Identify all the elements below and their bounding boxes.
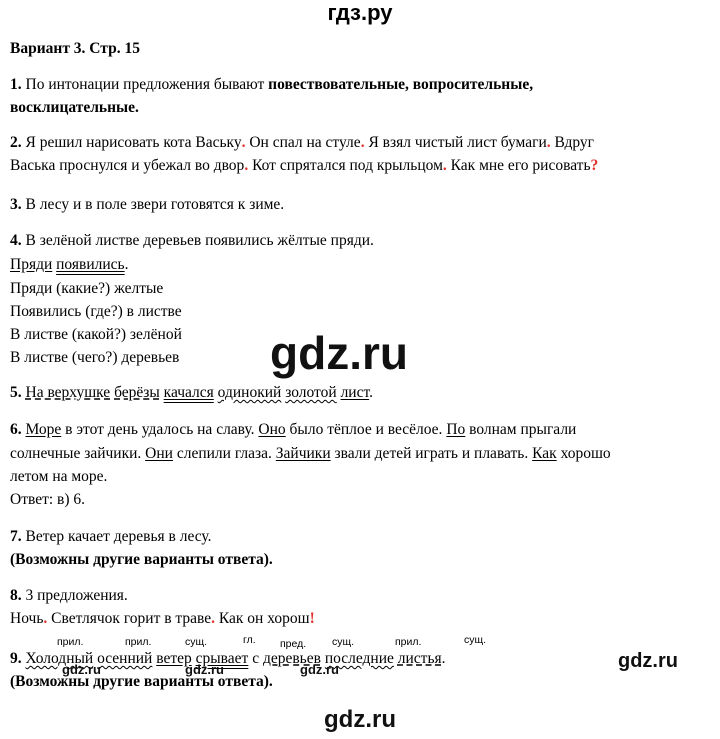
punct-mark: . xyxy=(546,134,551,151)
task-number: 3. xyxy=(10,196,22,213)
period: . xyxy=(124,256,129,273)
answer-bold-line2: восклицательные. xyxy=(10,99,139,116)
answer-line: Ответ: в) 6. xyxy=(10,491,86,508)
word-pair: В листве (чего?) деревьев xyxy=(10,349,180,366)
watermark-small: gdz.ru xyxy=(300,662,339,677)
watermark-small: gdz.ru xyxy=(185,662,224,677)
watermark-small: gdz.ru xyxy=(62,662,101,677)
word-pair: В листве (какой?) зелёной xyxy=(10,326,182,343)
period: . xyxy=(369,384,373,401)
attribute-word: одинокий xyxy=(217,384,282,401)
task-2-line-2 xyxy=(10,157,598,175)
text: слепили глаза. xyxy=(172,445,276,462)
sentence-start-word: Как xyxy=(532,445,557,462)
page-title: Вариант 3. Стр. 15 xyxy=(10,40,140,57)
sentence: Васька проснулся и убежал во двор xyxy=(10,157,245,174)
pos-label: прил. xyxy=(395,636,422,648)
punct-mark: . xyxy=(43,610,48,627)
task-4 xyxy=(10,232,374,250)
sentence: Он спал на стуле xyxy=(245,134,361,151)
task-number: 5. xyxy=(10,384,22,401)
task-3 xyxy=(10,196,284,214)
attribute-word: Холодный xyxy=(25,650,94,667)
punct-mark: . xyxy=(241,134,246,151)
sentence: Вдруг xyxy=(550,134,595,151)
adverbial-word: деревьев xyxy=(262,650,321,667)
text: хорошо xyxy=(556,445,611,462)
pos-label: сущ. xyxy=(464,634,487,646)
grammar-basis xyxy=(10,256,129,274)
sentence: Светлячок горит в траве xyxy=(47,610,212,627)
pos-label: гл. xyxy=(243,634,256,646)
sentence: Я решил нарисовать кота Ваську xyxy=(21,134,242,151)
punct-mark: . xyxy=(211,610,216,627)
task-text: По интонации предложения бывают xyxy=(21,76,269,93)
task-8 xyxy=(10,587,128,605)
punct-mark: . xyxy=(360,134,365,151)
object-word: берёзы xyxy=(114,384,160,401)
note: (Возможны другие варианты ответа). xyxy=(10,551,273,568)
task-8-sentences xyxy=(10,610,315,628)
punct-mark: ? xyxy=(590,157,599,174)
sentence: Я взял чистый лист бумаги xyxy=(364,134,547,151)
task-number: 6. xyxy=(10,421,22,438)
subject-word: лист xyxy=(340,384,370,401)
sentence-start-word: По xyxy=(446,421,466,438)
subject-word: Оно xyxy=(258,421,286,438)
task-6-line-3: летом на море. xyxy=(10,468,108,485)
task-text: Ветер качает деревья в лесу. xyxy=(21,528,212,545)
task-6-line-1 xyxy=(10,421,576,439)
task-2-line-1 xyxy=(10,134,594,152)
task-number: 2. xyxy=(10,134,22,151)
task-number: 8. xyxy=(10,587,22,604)
adverbial-phrase: На верхушке xyxy=(25,384,111,401)
task-text: В лесу и в поле звери готовятся к зиме. xyxy=(21,196,285,213)
text: в этот день удалось на славу. xyxy=(61,421,259,438)
task-6-line-2 xyxy=(10,445,611,463)
predicate-word: срывает xyxy=(195,650,249,667)
watermark-right: gdz.ru xyxy=(618,650,678,672)
object-word: листья xyxy=(397,650,442,667)
sentence: Как мне его рисовать xyxy=(446,157,591,174)
watermark-center: gdz.ru xyxy=(270,327,408,379)
attribute-word: осенний xyxy=(97,650,153,667)
word-pair: Появились (где?) в листве xyxy=(10,303,182,320)
watermark-bottom: gdz.ru xyxy=(324,706,396,733)
text: было тёплое и весёлое. xyxy=(285,421,447,438)
pos-label: сущ. xyxy=(332,636,355,648)
task-number: 1. xyxy=(10,76,22,93)
task-5 xyxy=(10,384,373,402)
subject-word: Пряди xyxy=(10,256,53,273)
answer-bold: повествовательные, вопросительные, xyxy=(268,76,534,93)
predicate-word: появились xyxy=(56,256,125,273)
text: звали детей играть и плавать. xyxy=(330,445,533,462)
pos-label: сущ. xyxy=(185,636,208,648)
attribute-word: золотой xyxy=(285,384,337,401)
task-number: 9. xyxy=(10,650,22,667)
task-1 xyxy=(10,76,533,94)
task-text: В зелёной листве деревьев появились жёлтые пряди. xyxy=(21,232,374,249)
period: . xyxy=(441,650,446,667)
subject-word: ветер xyxy=(156,650,192,667)
subject-word: Зайчики xyxy=(275,445,331,462)
preposition: с xyxy=(252,650,260,667)
subject-word: Они xyxy=(145,445,173,462)
predicate-word: качался xyxy=(163,384,214,401)
note: (Возможны другие варианты ответа). xyxy=(10,673,273,690)
attribute-word: последние xyxy=(324,650,394,667)
task-number: 4. xyxy=(10,232,22,249)
sentence: Ночь xyxy=(10,610,44,627)
site-header: гдз.ру xyxy=(327,0,393,25)
text: солнечные зайчики. xyxy=(10,445,146,462)
punct-mark: . xyxy=(442,157,447,174)
pos-label: пред. xyxy=(280,638,307,650)
word-pair: Пряди (какие?) желтые xyxy=(10,280,164,297)
task-number: 7. xyxy=(10,528,22,545)
task-text: 3 предложения. xyxy=(21,587,128,604)
task-7 xyxy=(10,528,212,546)
pos-label: прил. xyxy=(57,636,84,648)
sentence: Как он хорош xyxy=(215,610,310,627)
subject-word: Море xyxy=(25,421,62,438)
sentence: Кот спрятался под крыльцом xyxy=(248,157,443,174)
punct-mark: ! xyxy=(309,610,315,627)
text: волнам прыгали xyxy=(465,421,577,438)
pos-label: прил. xyxy=(125,636,152,648)
punct-mark: . xyxy=(244,157,249,174)
